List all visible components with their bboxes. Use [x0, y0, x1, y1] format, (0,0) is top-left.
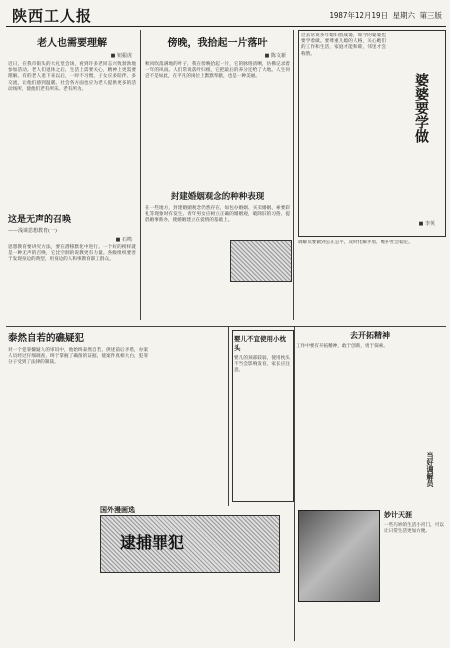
article-body: 调解员要做到公正公平，及时化解矛盾，维护社会稳定。 [298, 240, 413, 245]
article-silent-call [8, 212, 136, 322]
cartoon-title: 逮捕罪犯 [120, 533, 185, 552]
article-body: 对一个犯罪嫌疑人的审讯中，他始终泰然自若，供述前后矛盾，办案人员经过仔细调查，终于掌握了确凿的证据，使案件真相大白，犯罪分子受到了法律的制裁。 [8, 348, 148, 366]
article-mother-in-law [301, 33, 441, 231]
dateline: 1987年12月19日 星期六 第三版 [329, 11, 442, 20]
article-title: 妙计天涯 [384, 511, 412, 519]
article-title: 去开拓精神 [350, 331, 390, 340]
article-body: 秋风吹落满地的叶子，我在傍晚拾起一片，它的脉络清晰，仿佛记录着一年的风雨。人们常说落叶归根，它把最后的养分还给了大地。人生何尝不是如此，在平凡的岗位上默默奉献，也是一种美丽。 [145, 62, 290, 80]
article-title-mediator: 当好调解员 [426, 452, 434, 487]
article-fallen-leaf [145, 34, 290, 184]
article-body: 近日，在我市街头的大礼堂会场，看到许多老同志兴致勃勃地参加活动。老人们退休之后，生活上需要关心，精神上更需要理解。有的老人退下来以后，一时不习惯，子女应多陪伴、多交流，让他们感到温暖。社会各方面也应为老人提供更多的活动场所，使他们老有所乐、老有所为。 [8, 62, 136, 92]
article-body: 工作中要有开拓精神，敢于创新，勇于探索。 [296, 344, 388, 349]
article-author: ■ 石鸣 [115, 237, 132, 243]
cartoon-caption: 国外漫画选 [100, 506, 135, 514]
article-illustration [230, 240, 292, 282]
article-body: 过去常说多年媳妇熬成婆，如今的婆婆也要学着做。要尊重儿媳的人格，关心她们的工作和生活，家庭才能和睦，邻里才会称赞。 [301, 33, 386, 57]
article-calm-suspect [8, 330, 148, 510]
article-tips [384, 510, 444, 640]
article-subtitle: ——浅谈思想教育(一) [8, 228, 57, 234]
masthead [6, 4, 446, 27]
cartoon-block [100, 505, 280, 575]
article-author: ■ 陈文新 [264, 53, 286, 59]
article-body: 在一些地方，封建婚姻观念仍然存在，如包办婚姻、买卖婚姻、索要彩礼等现象时有发生。青年男女应树立正确的婚姻观，破除旧的习俗，提倡婚事新办，使婚姻建立在爱情的基础上。 [145, 206, 290, 224]
article-body: 婴儿的颈部较弱，使用枕头不当会影响发育，家长应注意。 [234, 356, 290, 374]
article-title: 婆婆要学做 [413, 73, 429, 143]
newspaper-logo: 陕西工人报 [12, 7, 93, 25]
article-pioneering [296, 330, 444, 450]
article-mediator [298, 240, 444, 310]
photo [298, 510, 380, 602]
article-author: ■ 钮振虎 [110, 53, 132, 59]
article-author: ■ 李英 [418, 221, 435, 227]
article-title: 傍晚，我拾起一片落叶 [167, 38, 268, 49]
article-body: 一些巧妙的生活小窍门，可以让日常生活更加方便。 [384, 523, 444, 535]
article-title: 老人也需要理解 [37, 38, 107, 49]
article-title: 这是无声的召唤 [8, 215, 72, 225]
article-title: 封建婚姻观念的种种表现 [170, 192, 265, 202]
article-body: 思想教育要讲究方法，要在潜移默化中进行。一个好的榜样就是一种无声的召唤，它比空洞的说教更有力量。各级组织要善于发现身边的典型，用身边的人和事教育职工群众。 [8, 245, 136, 263]
article-infant-pillow [234, 334, 290, 494]
article-title: 婴儿不宜使用小枕头 [234, 335, 286, 352]
article-title: 泰然自若的礁疑犯 [8, 333, 85, 344]
article-elder-understanding [8, 34, 136, 206]
